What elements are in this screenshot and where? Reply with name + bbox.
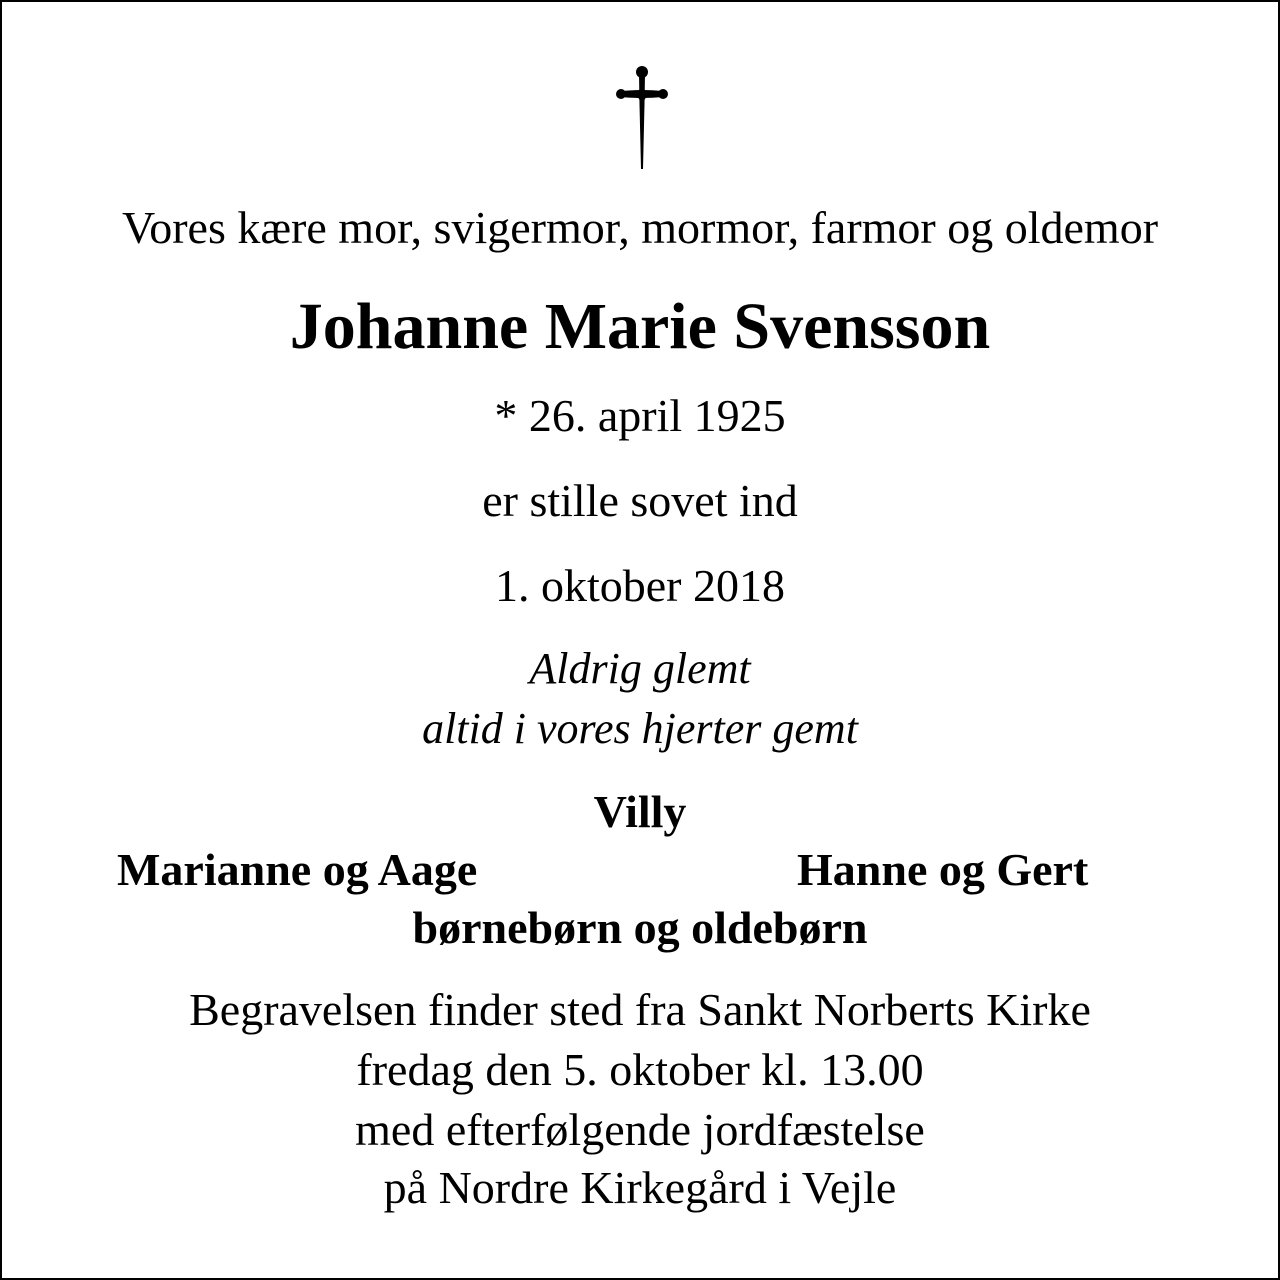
- birth-date: * 26. april 1925: [494, 390, 786, 441]
- mourner-grandchildren: børnebørn og oldebørn: [412, 902, 868, 953]
- intro-line: Vores kære mor, svigermor, mormor, farmor og oldemor: [121, 202, 1159, 253]
- verse-line-2: altid i vores hjerter gemt: [422, 704, 858, 753]
- verse-line-1: Aldrig glemt: [529, 644, 751, 693]
- mourner-right: Hanne og Gert: [797, 844, 1089, 895]
- funeral-line-1: Begravelsen finder sted fra Sankt Norberts Kirke: [189, 984, 1091, 1035]
- latin-cross-icon: [612, 64, 672, 174]
- funeral-line-4: på Nordre Kirkegård i Vejle: [383, 1162, 897, 1213]
- deceased-name: Johanne Marie Svensson: [289, 290, 991, 363]
- death-date: 1. oktober 2018: [494, 560, 785, 611]
- mourner-center: Villy: [593, 786, 687, 837]
- funeral-line-3: med efterfølgende jordfæstelse: [355, 1104, 925, 1155]
- death-text: er stille sovet ind: [482, 475, 798, 526]
- mourner-left: Marianne og Aage: [117, 844, 478, 895]
- funeral-line-2: fredag den 5. oktober kl. 13.00: [356, 1044, 924, 1095]
